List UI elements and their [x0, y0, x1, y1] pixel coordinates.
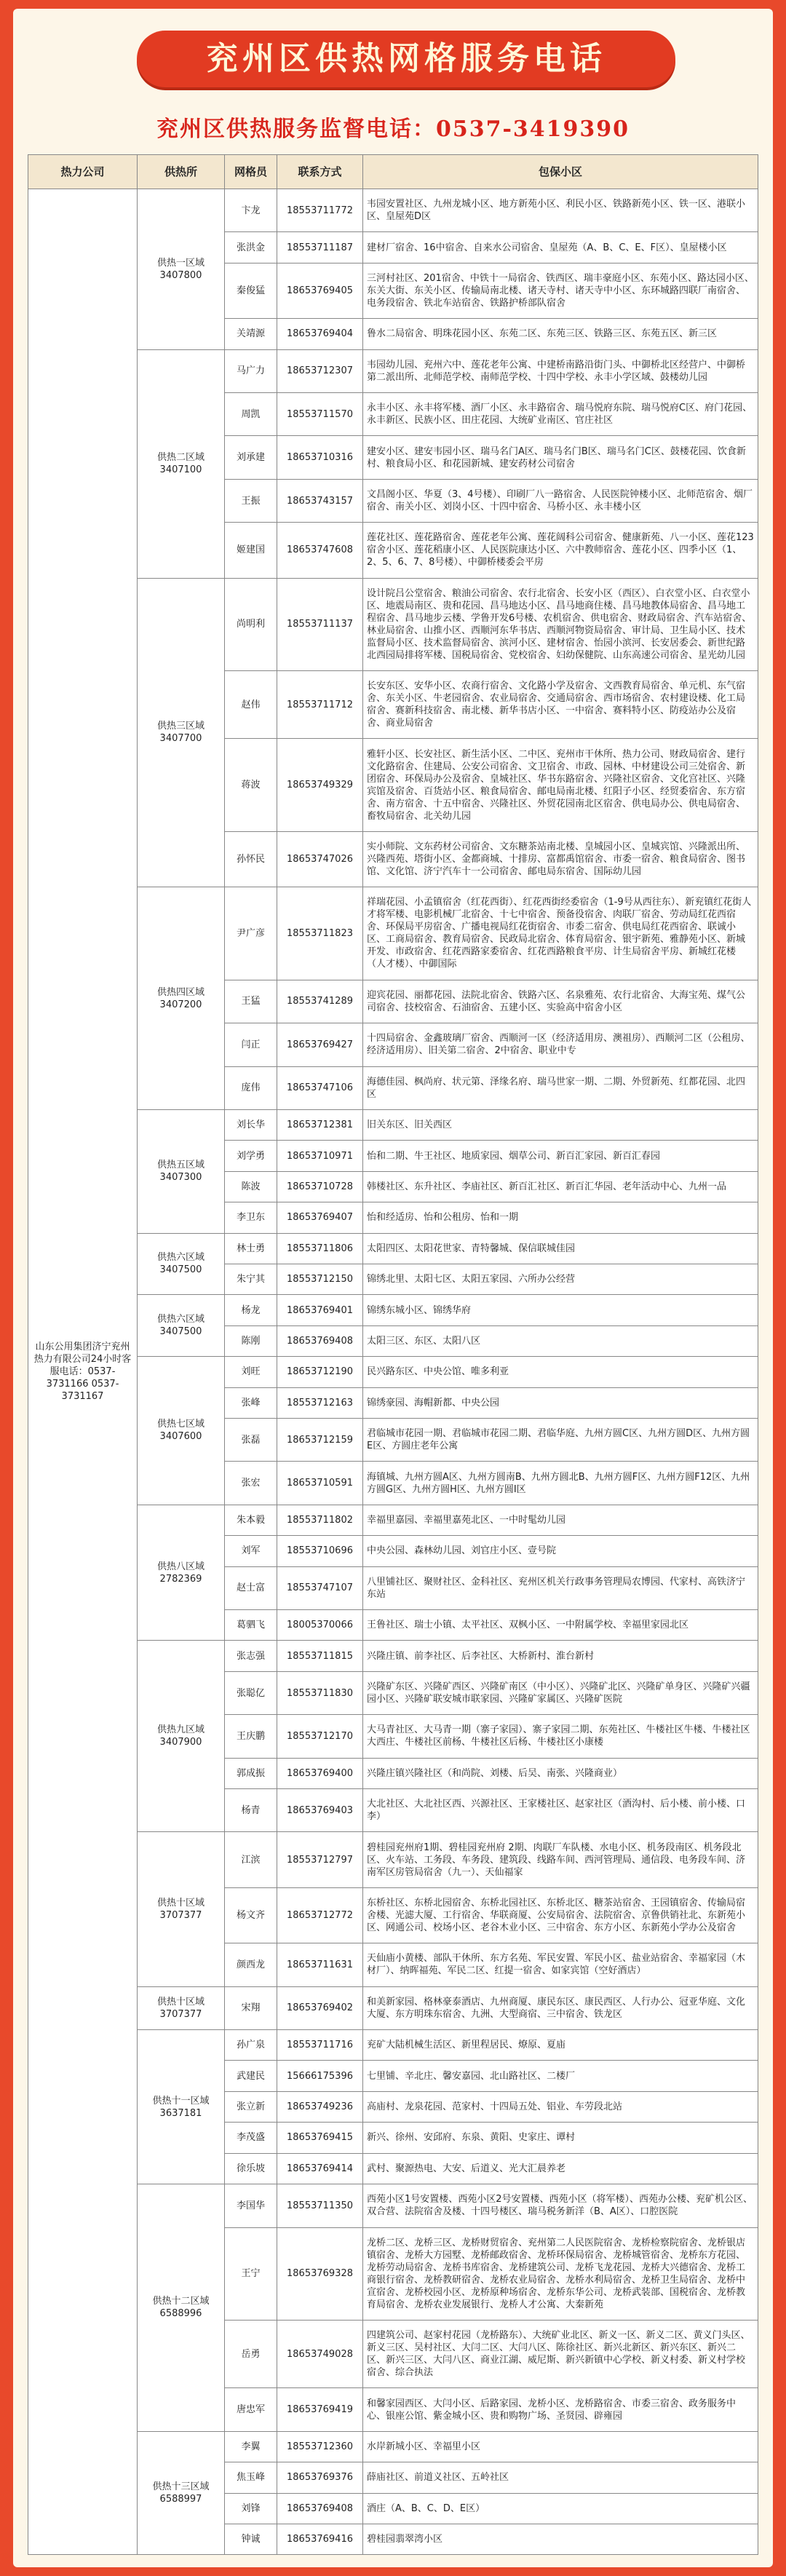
area-cell: 设计院吕公堂宿舍、粮油公司宿舍、农行北宿舍、长安小区（西区）、白衣堂小区、白衣堂小区、地震局南区、贵和花园、昌马地达小区、昌马地商住楼、昌马地教体局宿舍、昌马地工程宿舍、昌马地步云楼、学鲁开发6号楼、农机宿舍、供电宿舍、财政局宿舍、汽车站宿舍、林业局宿舍、山推小区、西顺河东华书店、西顺河物资局宿舍、审计局、卫生局小区、技术监督局小区、技术监督局宿舍、滨河小区、建材宿舍、怡园小滨河、长安居委会、新世纪路北西园局排将军楼、国税局宿舍、党校宿舍、妇幼保健院、山东高速公司宿舍、星光幼儿园 [363, 578, 758, 670]
station-cell: 供热九区域 3407900 [138, 1641, 225, 1832]
phone-cell: 18553711772 [277, 189, 363, 232]
phone-cell: 18553711802 [277, 1505, 363, 1535]
grid-member-cell: 张立新 [225, 2091, 277, 2122]
area-cell: 西苑小区1号安置楼、西苑小区2号安置楼、西苑小区（将军楼）、西苑办公楼、兖矿机公区、双合营、法院宿舍及楼、十四号楼区、瑞马税务新洋（B、A区）、口腔医院 [363, 2184, 758, 2227]
table-row [28, 1986, 758, 2029]
grid-member-cell: 宋翔 [225, 1986, 277, 2029]
area-cell: 王鲁社区、瑞士小镇、太平社区、双枫小区、一中附属学校、幸福里家园北区 [363, 1610, 758, 1641]
area-cell: 幸福里嘉园、幸福里嘉苑北区、一中时髦幼儿园 [363, 1505, 758, 1535]
table-row [28, 1233, 758, 1264]
grid-member-cell: 刘锋 [225, 2493, 277, 2524]
grid-member-cell: 周凯 [225, 393, 277, 436]
table-row [28, 1505, 758, 1535]
phone-cell: 18653749329 [277, 739, 363, 831]
grid-member-cell: 尚明利 [225, 578, 277, 670]
phone-cell: 18653769407 [277, 1202, 363, 1233]
table-row [28, 1357, 758, 1387]
area-cell: 怡和经适房、怡和公租房、怡和一期 [363, 1202, 758, 1233]
phone-cell: 18653749236 [277, 2091, 363, 2122]
grid-member-cell: 葛驷飞 [225, 1610, 277, 1641]
area-cell: 高庙村、龙泉花园、范家村、十四局五处、铝业、车劳段北站 [363, 2091, 758, 2122]
phone-cell: 18653769405 [277, 263, 363, 318]
phone-cell: 18653712307 [277, 349, 363, 392]
area-cell: 永丰小区、永丰将军楼、酒厂小区、永丰路宿舍、瑞马悦府东院、瑞马悦府C区、府门花园、永丰新区、民族小区、田庄花园、大统矿业南区、官庄社区 [363, 393, 758, 436]
area-cell: 兴隆矿东区、兴隆矿西区、兴隆矿南区（中小区）、兴隆矿北区、兴隆矿单身区、兴隆矿兴疆园小区、兴隆矿联安城市联家园、兴隆矿家属区、兴隆矿医院 [363, 1671, 758, 1714]
phone-cell: 18553711806 [277, 1233, 363, 1264]
area-cell: 十四局宿舍、金鑫玻璃厂宿舍、西顺河一区（经济适用房、澳祖房）、西顺河二区（公租房、经济适用房）、旧关第二宿舍、2中宿舍、职业中专 [363, 1023, 758, 1066]
table-header-row [28, 155, 758, 189]
area-cell: 和馨家园西区、大闫小区、后路家园、龙桥小区、龙桥路宿舍、市委三宿舍、政务服务中心、银座公馆、紫金城小区、贵和购物广场、圣贤园、辟雍园 [363, 2388, 758, 2431]
grid-member-cell: 郭成振 [225, 1758, 277, 1788]
area-cell: 中央公园、森林幼儿园、刘官庄小区、壹号院 [363, 1536, 758, 1566]
area-cell: 水岸新城小区、幸福里小区 [363, 2431, 758, 2462]
phone-cell: 18553710696 [277, 1536, 363, 1566]
grid-member-cell: 王宁 [225, 2227, 277, 2320]
grid-member-cell: 张洪金 [225, 232, 277, 263]
poster [13, 9, 773, 2567]
grid-member-cell: 杨文齐 [225, 1887, 277, 1943]
area-cell: 大北社区、大北社区西、兴源社区、王家楼社区、赵家社区（酒沟村、后小楼、前小楼、口李） [363, 1789, 758, 1832]
phone-cell: 18653769408 [277, 1325, 363, 1356]
area-cell: 三河村社区、201宿舍、中铁十一局宿舍、铁西区、瑞丰豪庭小区、东苑小区、路达园小区、东关大街、东关小区、传输局南北楼、诸天寺村、诸天寺中小区、东环城路四联厂南宿舍、电务段宿舍、铁北车站宿舍、铁路护桥部队宿舍 [363, 263, 758, 318]
grid-member-cell: 姬建国 [225, 523, 277, 578]
grid-member-cell: 张聪亿 [225, 1671, 277, 1714]
grid-member-cell: 张峰 [225, 1387, 277, 1418]
grid-member-cell: 刘承建 [225, 436, 277, 479]
station-cell: 供热十三区域 6588997 [138, 2431, 225, 2555]
station-cell: 供热十二区域 6588996 [138, 2184, 225, 2432]
area-cell: 鲁水二局宿舍、明珠花园小区、东苑二区、东苑三区、铁路三区、东苑五区、新三区 [363, 319, 758, 349]
phone-cell: 18653743157 [277, 479, 363, 522]
grid-member-cell: 徐乐坡 [225, 2153, 277, 2184]
table-row [28, 887, 758, 980]
phone-cell: 18653747026 [277, 831, 363, 887]
station-cell: 供热五区域 3407300 [138, 1109, 225, 1233]
area-cell: 东桥社区、东桥北园宿舍、东桥北园社区、东桥北区、糖茶站宿舍、王园镇宿舍、传输局宿舍楼、光滤大厦、工行宿舍、华联商厦、公安局宿舍、法院宿舍、京鲁供销社北、东新苑小区、网通公司、校场小区、老谷木业小区、三中宿舍、东方小区、东新苑小学办公及宿舍 [363, 1887, 758, 1943]
grid-member-cell: 王庆鹏 [225, 1715, 277, 1758]
grid-member-cell: 杨青 [225, 1789, 277, 1832]
area-cell: 锦绣东城小区、锦绣华府 [363, 1295, 758, 1325]
area-cell: 旧关东区、旧关西区 [363, 1109, 758, 1140]
header-phone: 联系方式 [277, 155, 363, 189]
grid-member-cell: 王振 [225, 479, 277, 522]
grid-member-cell: 张磊 [225, 1418, 277, 1461]
grid-member-cell: 王猛 [225, 980, 277, 1023]
grid-member-cell: 关靖源 [225, 319, 277, 349]
station-cell: 供热六区域 3407500 [138, 1295, 225, 1357]
grid-member-cell: 朱本毅 [225, 1505, 277, 1535]
table-row [28, 2184, 758, 2227]
area-cell: 和美新家园、格林豪泰酒店、九州商厦、康民东区、康民西区、人行办公、冠亚华庭、文化大厦、东方明珠东宿舍、九洲、大型商宿、三中宿舍、铁龙区 [363, 1986, 758, 2029]
phone-cell: 18553712150 [277, 1264, 363, 1294]
phone-cell: 18653769402 [277, 1986, 363, 2029]
phone-cell: 18653769404 [277, 319, 363, 349]
phone-cell: 18653769328 [277, 2227, 363, 2320]
station-cell: 供热八区域 2782369 [138, 1505, 225, 1641]
area-cell: 韩楼社区、东升社区、李庙社区、新百汇社区、新百汇华园、老年活动中心、九州一品 [363, 1171, 758, 1202]
area-cell: 怡和二期、牛王社区、地质家园、烟草公司、新百汇家园、新百汇春园 [363, 1141, 758, 1171]
station-cell: 供热三区域 3407700 [138, 578, 225, 887]
phone-cell: 18005370066 [277, 1610, 363, 1641]
area-cell: 民兴路东区、中央公馆、唯多利亚 [363, 1357, 758, 1387]
area-cell: 文昌阁小区、华夏（3、4号楼）、印刷厂八一路宿舍、人民医院钟楼小区、北师范宿舍、烟厂宿舍、南关小区、刘岗小区、十四中宿舍、马桥小区、永丰楼小区 [363, 479, 758, 522]
grid-member-cell: 陈波 [225, 1171, 277, 1202]
grid-member-cell: 颜西龙 [225, 1943, 277, 1986]
area-cell: 太阳四区、太阳花世家、青特馨城、保信联城佳园 [363, 1233, 758, 1264]
phone-cell: 18653747608 [277, 523, 363, 578]
station-cell: 供热六区域 3407500 [138, 1233, 225, 1295]
area-cell: 兖矿大陆机械生活区、新里程居民、燎原、夏庙 [363, 2030, 758, 2061]
service-table [28, 154, 758, 2555]
grid-member-cell: 秦俊猛 [225, 263, 277, 318]
area-cell: 天仙庙小黄楼、部队干休所、东方名苑、军民安置、军民小区、盐业站宿舍、幸福家园（木材厂）、纳晖福苑、军民二区、红提一宿舍、如家宾馆（空好酒店） [363, 1943, 758, 1986]
phone-cell: 18553712360 [277, 2431, 363, 2462]
grid-member-cell: 马广力 [225, 349, 277, 392]
area-cell: 韦园安置社区、九州龙城小区、地方新苑小区、利民小区、铁路新苑小区、铁一区、港联小区、皇屋苑D区 [363, 189, 758, 232]
grid-member-cell: 陈刚 [225, 1325, 277, 1356]
area-cell: 碧桂园兖州府1期、碧桂园兖州府 2期、肉联厂车队楼、水电小区、机务段南区、机务段北区、火车站、工务段、车务段、建筑段、线路车间、西河管理局、通信段、电务段车间、济南军区房管局宿舍（九一）、天仙福家 [363, 1832, 758, 1887]
area-cell: 迎宾花园、丽都花园、法院北宿舍、铁路六区、名泉雅苑、农行北宿舍、大海宝苑、煤气公司宿舍、技校宿舍、石油宿舍、五建小区、实验高中宿舍小区 [363, 980, 758, 1023]
grid-member-cell: 江滨 [225, 1832, 277, 1887]
phone-cell: 18653769400 [277, 1758, 363, 1788]
area-cell: 锦绣豪园、海帽新都、中央公园 [363, 1387, 758, 1418]
station-cell: 供热七区域 3407600 [138, 1357, 225, 1505]
phone-cell: 18553711823 [277, 887, 363, 980]
area-cell: 锦绣北里、太阳七区、太阳五家园、六所办公经营 [363, 1264, 758, 1294]
area-cell: 龙桥二区、龙桥三区、龙桥财贸宿舍、兖州第二人民医院宿舍、龙桥检察院宿舍、龙桥银店镇宿舍、龙桥大方园墅、龙桥邮政宿舍、龙桥环保局宿舍、龙桥城管宿舍、龙桥东方花园、龙桥劳动局宿舍、龙桥书库宿舍、龙桥建筑公司、龙桥飞龙花园、龙桥大兴德宿舍、龙桥工商银行宿舍、龙桥教研宿舍、龙桥农业局宿舍、龙桥水利局宿舍、龙桥卫生局宿舍、龙桥中宣宿舍、龙桥校园小区、龙桥原种场宿舍、龙桥东华公司、龙桥武装部、国税宿舍、龙桥教育局宿舍、龙桥农业发展银行、龙桥人才公寓、大秦新苑 [363, 2227, 758, 2320]
area-cell: 海镇城、九州方圆A区、九州方圆南B、九州方圆北B、九州方圆F区、九州方圆F12区、九州方圆G区、九州方圆H区、九州方圆I区 [363, 1462, 758, 1505]
grid-member-cell: 刘学勇 [225, 1141, 277, 1171]
grid-member-cell: 李国华 [225, 2184, 277, 2227]
phone-cell: 18653769415 [277, 2123, 363, 2153]
area-cell: 莲花社区、莲花路宿舍、莲花老年公寓、莲花阔科公司宿舍、健康新苑、八一小区、莲花123宿舍小区、莲花稻康小区、人民医院康达小区、六中教师宿舍、莲花小区、四季小区（1、2、5、6、7、8号楼）、中御桥楼委会平房 [363, 523, 758, 578]
page-title: 兖州区供热网格服务电话 [206, 40, 606, 77]
area-cell: 建材厂宿舍、16中宿舍、自来水公司宿舍、皇屋苑（A、B、C、E、F区）、皇屋楼小区 [363, 232, 758, 263]
area-cell: 武村、聚源热电、大安、后道义、光大汇晨养老 [363, 2153, 758, 2184]
area-cell: 兴隆庄镇兴隆社区（和尚院、刘楼、后吴、南张、兴隆商业） [363, 1758, 758, 1788]
area-cell: 实小师院、文东药材公司宿舍、文东糖茶站南北楼、皇城园小区、皇城宾馆、兴隆派出所、兴隆西苑、塔街小区、金都商城、十排房、富都禹馆宿舍、市委一宿舍、粮食局宿舍、图书馆、文化馆、济宁汽车十一公司宿舍、邮电局东宿舍、国际幼儿园 [363, 831, 758, 887]
phone-cell: 18553711187 [277, 232, 363, 263]
phone-cell: 18553711570 [277, 393, 363, 436]
phone-cell: 18653712381 [277, 1109, 363, 1140]
phone-cell: 18653769376 [277, 2462, 363, 2493]
area-cell: 七里铺、辛北庄、馨安嘉园、北山路社区、二楼厂 [363, 2061, 758, 2091]
phone-cell: 18553711815 [277, 1641, 363, 1671]
phone-cell: 18553711350 [277, 2184, 363, 2227]
area-cell: 大马青社区、大马青一期（寨子家园）、寨子家园二期、东苑社区、牛楼社区牛楼、牛楼社区大西庄、牛楼社区前杨、牛楼社区后杨、牛楼社区小康楼 [363, 1715, 758, 1758]
grid-member-cell: 岳勇 [225, 2320, 277, 2387]
area-cell: 碧桂园翡翠湾小区 [363, 2524, 758, 2554]
grid-member-cell: 林士勇 [225, 1233, 277, 1264]
header-station: 供热所 [138, 155, 225, 189]
phone-cell: 18653712190 [277, 1357, 363, 1387]
table-row [28, 2431, 758, 2462]
table-row [28, 1832, 758, 1887]
supervision-hotline: 兖州区供热服务监督电话：0537-3419390 [156, 116, 630, 142]
table-row [28, 1641, 758, 1671]
grid-member-cell: 钟诚 [225, 2524, 277, 2554]
table-row [28, 1109, 758, 1140]
phone-cell: 18553741289 [277, 980, 363, 1023]
phone-cell: 18653769401 [277, 1295, 363, 1325]
table-row [28, 578, 758, 670]
grid-member-cell: 庞伟 [225, 1066, 277, 1109]
station-cell: 供热十区域 3707377 [138, 1832, 225, 1986]
area-cell: 四建筑公司、赵家村花园（龙桥路东）、大统矿业北区、新义一区、新义二区、黄义门头区、新义三区、吴村社区、大闫二区、大闫八区、陈徐社区、新兴北新区、新兴东区、新兴二区、新兴三区、大闫八区、商业江湖、威尼斯、新兴新镇中心学校、新义村委、新义村学校宿舍、综合执法 [363, 2320, 758, 2387]
grid-member-cell: 蒋波 [225, 739, 277, 831]
table-row [28, 2030, 758, 2061]
title-banner [137, 31, 675, 87]
grid-member-cell: 刘长华 [225, 1109, 277, 1140]
phone-cell: 18653749028 [277, 2320, 363, 2387]
grid-member-cell: 武建民 [225, 2061, 277, 2091]
area-cell: 八里铺社区、聚财社区、金科社区、兖州区机关行政事务管理局农博园、代家村、高铁济宁东站 [363, 1566, 758, 1609]
grid-member-cell: 赵士富 [225, 1566, 277, 1609]
grid-member-cell: 李翼 [225, 2431, 277, 2462]
area-cell: 薛庙社区、前道义社区、五岭社区 [363, 2462, 758, 2493]
header-area: 包保小区 [363, 155, 758, 189]
grid-member-cell: 李茂盛 [225, 2123, 277, 2153]
header-grid-member: 网格员 [225, 155, 277, 189]
grid-member-cell: 闫正 [225, 1023, 277, 1066]
table-row [28, 1295, 758, 1325]
grid-member-cell: 赵伟 [225, 671, 277, 739]
area-cell: 酒庄（A、B、C、D、E区） [363, 2493, 758, 2524]
phone-cell: 18553712163 [277, 1387, 363, 1418]
station-cell: 供热二区域 3407100 [138, 349, 225, 578]
grid-member-cell: 刘旺 [225, 1357, 277, 1387]
phone-cell: 18653710728 [277, 1171, 363, 1202]
grid-member-cell: 焦玉峰 [225, 2462, 277, 2493]
phone-cell: 18553711830 [277, 1671, 363, 1714]
area-cell: 韦园幼儿园、兖州六中、莲花老年公寓、中建桥南路沿街门头、中御桥北区经营户、中御桥第二派出所、北师范学校、南师范学校、十四中学校、永丰小学区域、鼓楼幼儿园 [363, 349, 758, 392]
table-row [28, 189, 758, 232]
phone-cell: 18553712797 [277, 1832, 363, 1887]
phone-cell: 18653747106 [277, 1066, 363, 1109]
phone-cell: 18653769416 [277, 2524, 363, 2554]
phone-cell: 18653769427 [277, 1023, 363, 1066]
phone-cell: 18653769403 [277, 1789, 363, 1832]
station-cell: 供热四区域 3407200 [138, 887, 225, 1110]
area-cell: 建安小区、建安韦园小区、瑞马名门A区、瑞马名门B区、瑞马名门C区、鼓楼花园、饮食新村、粮食局小区、和花园新城、建安药材公司宿舍 [363, 436, 758, 479]
phone-cell: 18553712170 [277, 1715, 363, 1758]
grid-member-cell: 朱宁其 [225, 1264, 277, 1294]
grid-member-cell: 李卫东 [225, 1202, 277, 1233]
area-cell: 太阳三区、东区、太阳八区 [363, 1325, 758, 1356]
grid-member-cell: 卞龙 [225, 189, 277, 232]
grid-member-cell: 张志强 [225, 1641, 277, 1671]
phone-cell: 15666175396 [277, 2061, 363, 2091]
area-cell: 长安东区、安华小区、农商行宿舍、文化路小学及宿舍、文西教育局宿舍、单元机、东气宿舍、东关小区、牛老园宿舍、农业局宿舍、交通局宿舍、西市场宿舍、农村建设楼、化工局宿舍、赛新科技宿舍、南北楼、新华书店小区、一中宿舍、赛料特小区、防疫站办公及宿舍、商业局宿舍 [363, 671, 758, 739]
company-cell: 山东公用集团济宁兖州热力有限公司24小时客服电话：0537-3731166 0537-3731167 [28, 189, 138, 2555]
phone-cell: 18653712159 [277, 1418, 363, 1461]
station-cell: 供热十一区域 3637181 [138, 2030, 225, 2184]
phone-cell: 18653769419 [277, 2388, 363, 2431]
phone-cell: 18653710316 [277, 436, 363, 479]
station-cell: 供热一区域 3407800 [138, 189, 225, 350]
grid-member-cell: 杨龙 [225, 1295, 277, 1325]
phone-cell: 18553747107 [277, 1566, 363, 1609]
phone-cell: 18653710591 [277, 1462, 363, 1505]
area-cell: 君临城市花园一期、君临城市花园二期、君临华庭、九州方圆C区、九州方圆D区、九州方圆 E区、方圆庄老年公寓 [363, 1418, 758, 1461]
phone-cell: 18553711716 [277, 2030, 363, 2061]
grid-member-cell: 孙广泉 [225, 2030, 277, 2061]
area-cell: 祥瑞花园、小孟镇宿舍（红花西街）、红花西街经委宿舍（1-9号从西往东）、新兖镇红花街人才将军楼、电影机械厂北宿舍、十七中宿舍、预备役宿舍、肉联厂宿舍、劳动局红花西宿舍、环保局平房宿舍、广播电视局红花街宿舍、市委二宿舍、供电局红花西宿舍、联诚小区、工商局宿舍、教育局宿舍、民政局北宿舍、体育局宿舍、银宇新苑、雅静苑小区、新城开发、市政宿舍、红花西路家委宿舍、红花西路粮食平房、计生局宿舍平房、新城红花楼（人才楼）、中御国际 [363, 887, 758, 980]
phone-cell: 18553711712 [277, 671, 363, 739]
phone-cell: 18653710971 [277, 1141, 363, 1171]
area-cell: 兴隆庄镇、前李社区、后李社区、大桥新村、淮台新村 [363, 1641, 758, 1671]
grid-member-cell: 孙怀民 [225, 831, 277, 887]
station-cell: 供热十区域 3707377 [138, 1986, 225, 2029]
phone-cell: 18653711631 [277, 1943, 363, 1986]
phone-cell: 18653769414 [277, 2153, 363, 2184]
area-cell: 新兴、徐州、安邱府、东泉、黄阳、史家庄、谭村 [363, 2123, 758, 2153]
header-company: 热力公司 [28, 155, 138, 189]
area-cell: 海德佳园、枫尚府、状元第、泽缘名府、瑞马世家一期、二期、外贸新苑、红都花园、北四区 [363, 1066, 758, 1109]
phone-cell: 18553711137 [277, 578, 363, 670]
grid-member-cell: 张宏 [225, 1462, 277, 1505]
grid-member-cell: 尹广彦 [225, 887, 277, 980]
grid-member-cell: 唐忠军 [225, 2388, 277, 2431]
grid-member-cell: 刘军 [225, 1536, 277, 1566]
table-row [28, 349, 758, 392]
phone-cell: 18653769408 [277, 2493, 363, 2524]
phone-cell: 18653712772 [277, 1887, 363, 1943]
area-cell: 雅轩小区、长安社区、新生活小区、二中区、兖州市干休所、热力公司、财政局宿舍、建行文化路宿舍、住建局、公安公司宿舍、文卫宿舍、市政、园林、中材建设公司三处宿舍、新团宿舍、环保局办公及宿舍、皇城社区、华书东路宿舍、兴隆社区宿舍、文化宫社区、兴隆宾馆及宿舍、百货站小区、粮食局宿舍、邮电局南北楼、红阳子小区、经贸委宿舍、东方宿舍、南方宿舍、十五中宿舍、兴隆社区、外贸花园南北区宿舍、供电局办公、供电局宿舍、畜牧局宿舍、北关幼儿园 [363, 739, 758, 831]
